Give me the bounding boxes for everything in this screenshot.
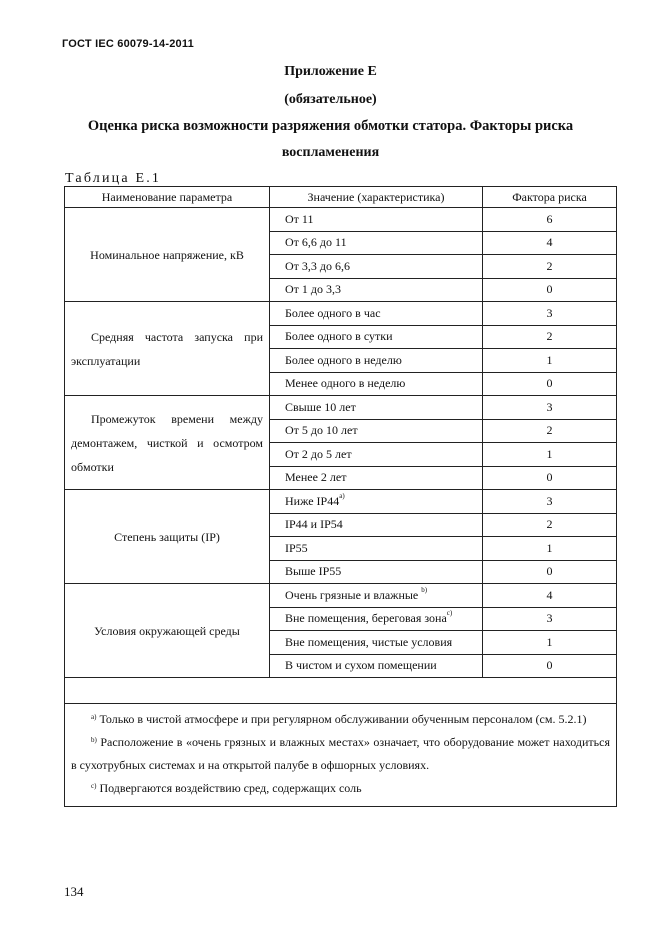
appendix-heading-line1: Оценка риска возможности разряжения обмотки статора. Факторы риска xyxy=(87,118,574,134)
footnote-text: Расположение в «очень грязных и влажных местах» означает, что оборудование может находиться в сухотрубных системах и на открытой палубе в офшорных условиях. xyxy=(71,735,610,772)
value-cell: От 11 xyxy=(270,208,483,232)
appendix-status: (обязательное) xyxy=(284,92,377,107)
factor-cell: 3 xyxy=(483,302,617,326)
factor-cell: 0 xyxy=(483,278,617,302)
value-cell: От 1 до 3,3 xyxy=(270,278,483,302)
factor-cell: 2 xyxy=(483,419,617,443)
value-cell: Более одного в неделю xyxy=(270,349,483,373)
factor-cell: 1 xyxy=(483,443,617,467)
value-cell: От 6,6 до 11 xyxy=(270,231,483,255)
factor-cell: 0 xyxy=(483,372,617,396)
factor-cell: 1 xyxy=(483,349,617,373)
factor-cell: 1 xyxy=(483,631,617,655)
footnote-c xyxy=(71,777,610,800)
table-row xyxy=(65,302,617,326)
value-cell: Менее одного в неделю xyxy=(270,372,483,396)
parameter-voltage: Номинальное напряжение, кВ xyxy=(65,208,270,302)
value-cell xyxy=(270,490,483,514)
factor-cell: 3 xyxy=(483,607,617,631)
table-row xyxy=(65,584,617,608)
value-text: Очень грязные и влажные xyxy=(285,587,419,602)
value-cell: От 5 до 10 лет xyxy=(270,419,483,443)
header-parameter: Наименование параметра xyxy=(65,187,270,208)
footnote-mark: a) xyxy=(91,713,97,721)
footnote-mark: b) xyxy=(421,585,428,594)
factor-cell: 1 xyxy=(483,537,617,561)
value-text: Вне помещения, береговая зона xyxy=(285,611,447,626)
value-cell: Более одного в сутки xyxy=(270,325,483,349)
value-cell xyxy=(270,607,483,631)
appendix-title: Приложение Е xyxy=(284,64,377,79)
footnote-text: Подвергаются воздействию сред, содержащих соль xyxy=(99,781,362,795)
table-notes xyxy=(65,704,617,807)
value-cell: Более одного в час xyxy=(270,302,483,326)
value-cell: IP55 xyxy=(270,537,483,561)
factor-cell: 2 xyxy=(483,513,617,537)
footnote-mark: b) xyxy=(91,736,97,744)
appendix-heading-line2: воспламенения xyxy=(281,145,380,160)
footnote-mark: c) xyxy=(446,609,453,618)
factor-cell: 2 xyxy=(483,255,617,279)
factor-cell: 0 xyxy=(483,466,617,490)
factor-cell: 3 xyxy=(483,396,617,420)
header-factor: Фактора риска xyxy=(483,187,617,208)
factor-cell: 0 xyxy=(483,654,617,678)
page-number: 134 xyxy=(64,884,84,899)
parameter-maintenance-interval: Промежуток времени между демонтажем, чисткой и осмотром обмотки xyxy=(65,396,270,490)
factor-cell: 6 xyxy=(483,208,617,232)
value-cell: Менее 2 лет xyxy=(270,466,483,490)
value-text: Ниже IP44 xyxy=(285,493,340,508)
value-cell: От 3,3 до 6,6 xyxy=(270,255,483,279)
factor-cell: 2 xyxy=(483,325,617,349)
factor-cell: 3 xyxy=(483,490,617,514)
table-row xyxy=(65,396,617,420)
footnote-mark: c) xyxy=(91,782,97,790)
footnote-mark: a) xyxy=(339,491,345,500)
notes-row xyxy=(65,704,617,807)
document-code: ГОСТ IEC 60079-14-2011 xyxy=(62,38,194,50)
value-cell xyxy=(270,584,483,608)
value-cell: От 2 до 5 лет xyxy=(270,443,483,467)
parameter-start-frequency: Средняя частота запуска при эксплуатации xyxy=(65,302,270,396)
value-cell: Свыше 10 лет xyxy=(270,396,483,420)
parameter-ip-protection: Степень защиты (IP) xyxy=(65,490,270,584)
factor-cell: 4 xyxy=(483,231,617,255)
value-cell: IP44 и IP54 xyxy=(270,513,483,537)
footnote-a xyxy=(71,708,610,731)
table-row xyxy=(65,490,617,514)
footnote-b xyxy=(71,731,610,777)
header-value: Значение (характеристика) xyxy=(270,187,483,208)
empty-cell xyxy=(65,678,617,704)
factor-cell: 4 xyxy=(483,584,617,608)
empty-row xyxy=(65,678,617,704)
factor-cell: 0 xyxy=(483,560,617,584)
value-cell: В чистом и сухом помещении xyxy=(270,654,483,678)
value-cell: Выше IP55 xyxy=(270,560,483,584)
table-label: Таблица Е.1 xyxy=(65,171,162,186)
parameter-environment: Условия окружающей среды xyxy=(65,584,270,678)
risk-factor-table xyxy=(64,186,617,807)
table-row xyxy=(65,208,617,232)
table-header-row xyxy=(65,187,617,208)
footnote-text: Только в чистой атмосфере и при регулярном обслуживании обученным персоналом (см. 5.2.1) xyxy=(99,712,587,726)
value-cell: Вне помещения, чистые условия xyxy=(270,631,483,655)
